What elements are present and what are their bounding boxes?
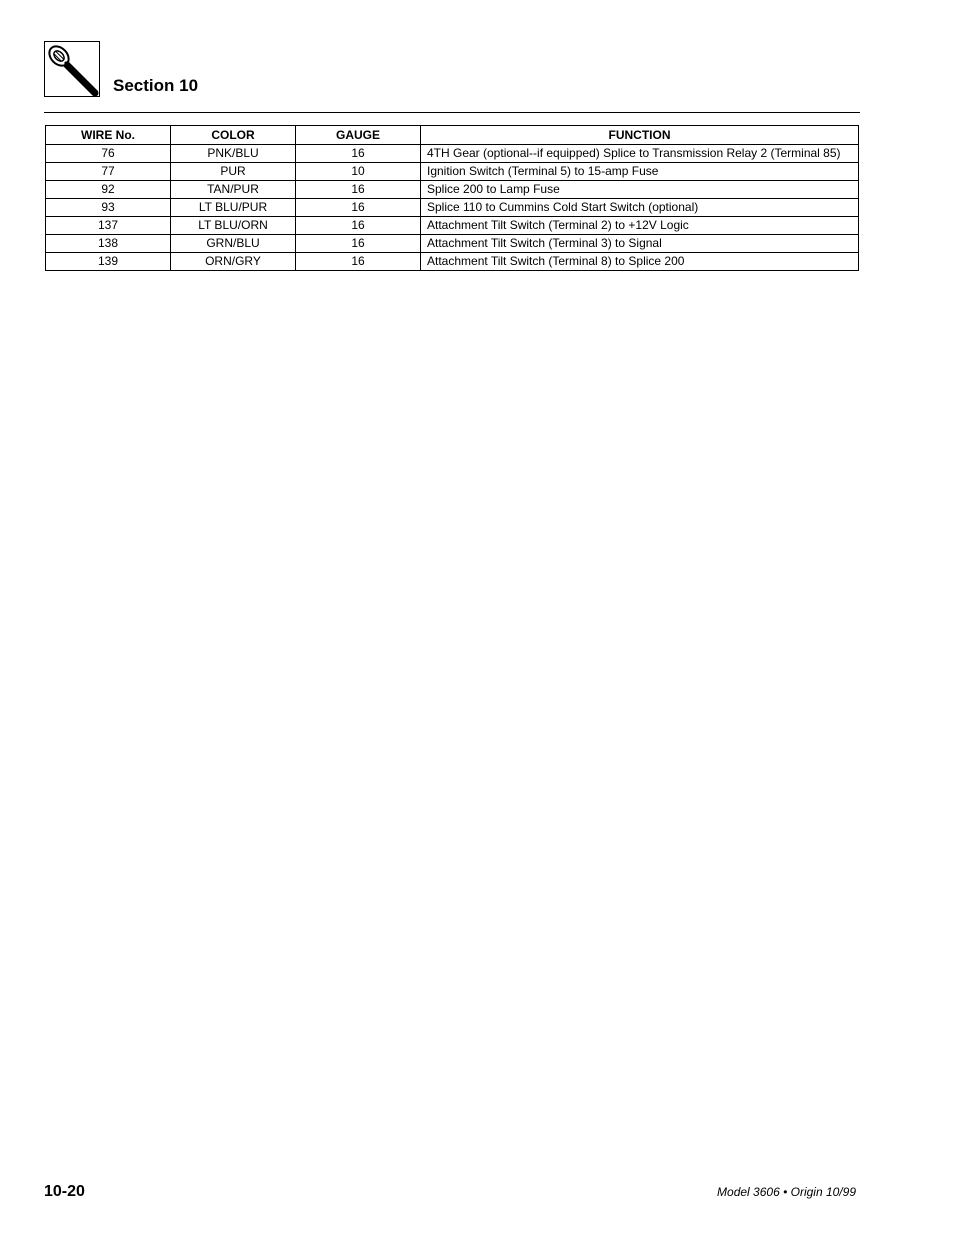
function-cell: Ignition Switch (Terminal 5) to 15-amp Fuse bbox=[421, 163, 859, 181]
function-cell: Attachment Tilt Switch (Terminal 8) to Splice 200 bbox=[421, 253, 859, 271]
color-cell: GRN/BLU bbox=[171, 235, 296, 253]
gauge-cell: 16 bbox=[296, 253, 421, 271]
wrench-icon bbox=[45, 42, 101, 98]
function-cell: Attachment Tilt Switch (Terminal 3) to Signal bbox=[421, 235, 859, 253]
wire-cell: 76 bbox=[46, 145, 171, 163]
color-cell: PNK/BLU bbox=[171, 145, 296, 163]
color-cell: ORN/GRY bbox=[171, 253, 296, 271]
wire-cell: 138 bbox=[46, 235, 171, 253]
wire-table bbox=[45, 125, 859, 271]
table-row bbox=[46, 199, 859, 217]
column-header-gauge: GAUGE bbox=[296, 126, 421, 145]
function-cell: Attachment Tilt Switch (Terminal 2) to +12V Logic bbox=[421, 217, 859, 235]
color-cell: LT BLU/ORN bbox=[171, 217, 296, 235]
section-title: Section 10 bbox=[113, 76, 199, 95]
gauge-cell: 16 bbox=[296, 235, 421, 253]
table-row bbox=[46, 235, 859, 253]
color-cell: PUR bbox=[171, 163, 296, 181]
table-row bbox=[46, 163, 859, 181]
header-divider bbox=[44, 112, 860, 113]
table-row bbox=[46, 181, 859, 199]
gauge-cell: 16 bbox=[296, 181, 421, 199]
section-icon-box bbox=[44, 41, 100, 97]
gauge-cell: 10 bbox=[296, 163, 421, 181]
color-cell: TAN/PUR bbox=[171, 181, 296, 199]
wire-cell: 93 bbox=[46, 199, 171, 217]
color-cell: LT BLU/PUR bbox=[171, 199, 296, 217]
wire-cell: 77 bbox=[46, 163, 171, 181]
page-number: 10-20 bbox=[44, 1183, 85, 1200]
column-header-wire: WIRE No. bbox=[46, 126, 171, 145]
column-header-function: FUNCTION bbox=[421, 126, 859, 145]
table-row bbox=[46, 145, 859, 163]
function-cell: Splice 110 to Cummins Cold Start Switch (optional) bbox=[421, 199, 859, 217]
wire-cell: 137 bbox=[46, 217, 171, 235]
column-header-color: COLOR bbox=[171, 126, 296, 145]
gauge-cell: 16 bbox=[296, 217, 421, 235]
function-cell: Splice 200 to Lamp Fuse bbox=[421, 181, 859, 199]
table-header-row bbox=[46, 126, 859, 145]
wire-cell: 139 bbox=[46, 253, 171, 271]
function-cell: 4TH Gear (optional--if equipped) Splice to Transmission Relay 2 (Terminal 85) bbox=[421, 145, 859, 163]
table-row bbox=[46, 217, 859, 235]
gauge-cell: 16 bbox=[296, 199, 421, 217]
footer-model-info: Model 3606 • Origin 10/99 bbox=[717, 1185, 856, 1199]
gauge-cell: 16 bbox=[296, 145, 421, 163]
table-row bbox=[46, 253, 859, 271]
wire-cell: 92 bbox=[46, 181, 171, 199]
